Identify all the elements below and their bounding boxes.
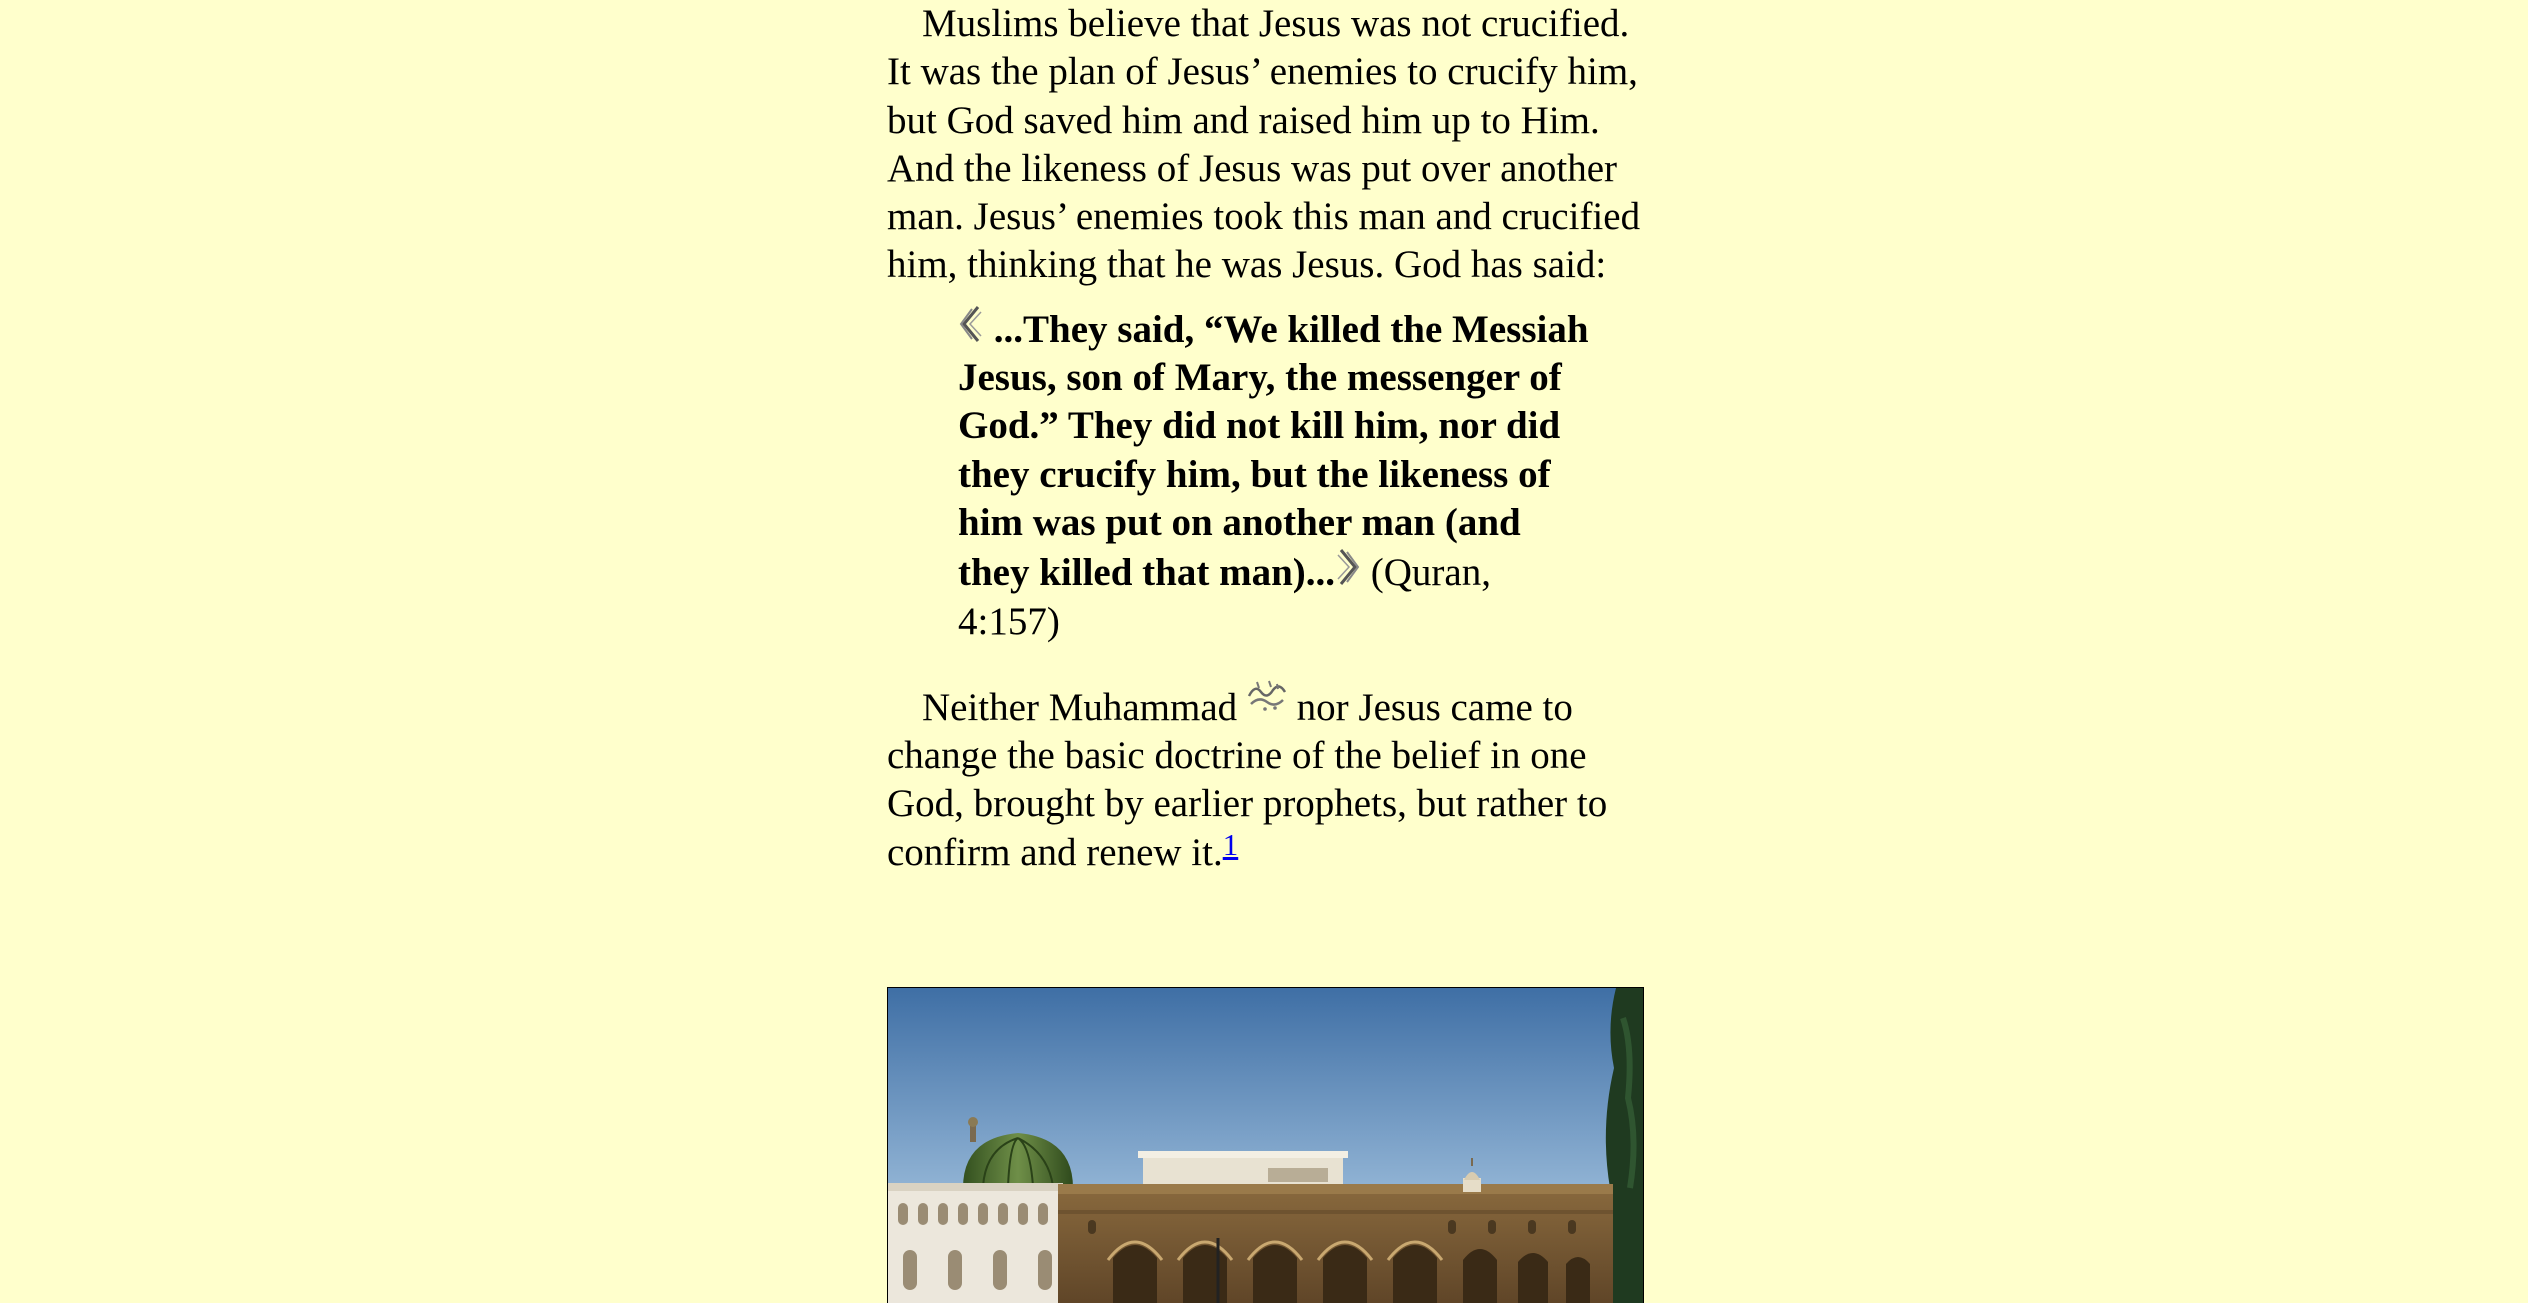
- paragraph-doctrine-start: Neither Muhammad: [922, 685, 1238, 729]
- paragraph-doctrine: [887, 678, 1644, 877]
- pbuh-icon: [1247, 678, 1287, 712]
- quote-reference: (Quran, 4:157): [958, 551, 1491, 643]
- footnote-link[interactable]: 1: [1222, 826, 1239, 862]
- quote-text: ...They said, “We killed the Messiah Jesus, son of Mary, the messenger of God.” They did not kill him, nor did they crucify him, but the likeness of him was put on another man (and they killed that man)...: [958, 307, 1589, 595]
- quran-quote: [958, 304, 1598, 646]
- footnote-ref: [1223, 827, 1239, 862]
- article-column: [887, 0, 1644, 877]
- open-bracket-icon: [958, 304, 984, 344]
- al-aqsa-mosque-photo: [887, 987, 1644, 1303]
- paragraph-crucifixion: Muslims believe that Jesus was not crucified. It was the plan of Jesus’ enemies to crucify him, but God saved him and raised him up to Him. And the likeness of Jesus was put over another man. Jesus’ enemies took this man and crucified him, thinking that he was Jesus. God has said:: [887, 2, 1641, 287]
- close-bracket-icon: [1335, 547, 1361, 587]
- paragraph-doctrine-end: nor Jesus came to change the basic doctrine of the belief in one God, brought by earlier prophets, but rather to confirm and renew it.: [887, 685, 1608, 874]
